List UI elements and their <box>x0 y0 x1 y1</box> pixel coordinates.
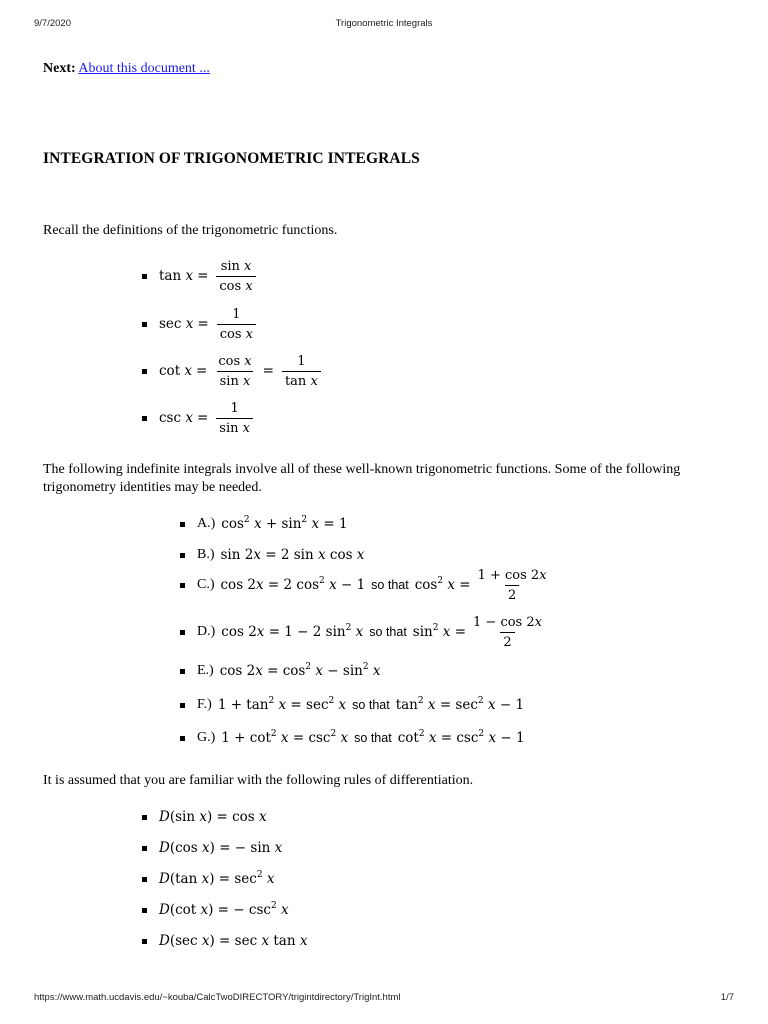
rule-sec: D(sec x) = sec x tan x <box>142 921 307 961</box>
bullet <box>142 877 147 882</box>
rule-sin: D(sin x) = cos x <box>142 797 267 837</box>
bullet <box>180 522 185 527</box>
identity-c: C.) cos 2x = 2 $\cos^2 x - 1$ so that $\cos^2 x$ = $\frac{1 + \cos 2x}{2}$ <box>180 565 554 605</box>
identity-b: B.) sin 2x = 2 sin x cos x <box>180 535 364 575</box>
about-document-link[interactable]: About this document ... <box>78 61 210 76</box>
identity-e: E.) $\cos 2x = \cos^2 x - \sin^2 x$ <box>180 651 381 691</box>
identities-intro: The following indefinite integrals involve all of these well-known trigonometric functions. Some of the following trigonometry identities may be needed. <box>43 462 681 495</box>
page-title: INTEGRATION OF TRIGONOMETRIC INTEGRALS <box>43 150 420 167</box>
bullet <box>142 416 147 421</box>
bullet <box>180 630 185 635</box>
identity-a: A.) $\cos^2 x + \sin^2 x = 1$ <box>180 504 348 544</box>
def-tan: tan x = $\frac{\text{sin x}}{\text{cos x}}$ <box>142 256 260 296</box>
bullet <box>180 553 185 558</box>
bullet <box>142 908 147 913</box>
bullet <box>180 583 185 588</box>
identity-d: D.) cos 2x = 1 − 2 $\sin^2 x$ so that $\sin^2 x$ = $\frac{1 - \cos 2x}{2}$ <box>180 612 549 652</box>
print-title: Trigonometric Integrals <box>335 18 433 29</box>
intro-text: Recall the definitions of the trigonometric functions. <box>43 223 338 238</box>
fraction: $\frac{1}{\text{cos x}}$ <box>217 307 256 342</box>
fraction: $\frac{1}{\text{tan x}}$ <box>282 354 321 389</box>
rule-tan: D(tan $x) = \sec^2 x$ <box>142 859 274 899</box>
nav-bar <box>43 61 210 77</box>
bullet <box>180 703 185 708</box>
bullet <box>180 736 185 741</box>
fraction: $\frac{1}{\text{sin x}}$ <box>216 401 253 436</box>
bullet <box>180 669 185 674</box>
bullet <box>142 274 147 279</box>
fraction: $\frac{1 - \cos 2x}{2}$ <box>473 614 542 650</box>
bullet <box>142 939 147 944</box>
def-cot: cot x = $\frac{\text{cos x}}{\text{sin x}}$ = $\frac{1}{\text{tan x}}$ <box>142 351 325 391</box>
print-url: https://www.math.ucdavis.edu/~kouba/CalcTwoDIRECTORY/trigintdirectory/TrigInt.html <box>34 992 401 1003</box>
bullet <box>142 846 147 851</box>
bullet <box>142 369 147 374</box>
next-label: Next: <box>43 61 76 76</box>
fraction: $\frac{\text{cos x}}{\text{sin x}}$ <box>218 353 252 389</box>
rule-cot: D(cot x) = − $\csc^2 x$ <box>142 890 289 930</box>
def-csc: csc x = $\frac{1}{\text{sin x}}$ <box>142 398 257 438</box>
print-page-number: 1/7 <box>720 992 734 1003</box>
differentiation-intro: It is assumed that you are familiar with the following rules of differentiation. <box>43 773 474 788</box>
rule-cos: D(cos x) = − sin x <box>142 828 282 868</box>
identity-g: G.) $1 + \cot^2 x = \csc^2 x$ so that $\cot^2 x = \csc^2 x - 1$ <box>180 718 525 758</box>
print-date: 9/7/2020 <box>34 18 71 29</box>
fraction: $\frac{1 + \cos 2x}{2}$ <box>477 567 547 603</box>
bullet <box>142 815 147 820</box>
bullet <box>142 322 147 327</box>
identity-f: F.) $1 + \tan^2 x = \sec^2 x$ so that $\tan^2 x = \sec^2 x - 1$ <box>180 685 524 725</box>
fraction: $\frac{\text{sin x}}{\text{cos x}}$ <box>216 259 255 294</box>
def-sec: sec x = $\frac{1}{\text{cos x}}$ <box>142 304 260 344</box>
